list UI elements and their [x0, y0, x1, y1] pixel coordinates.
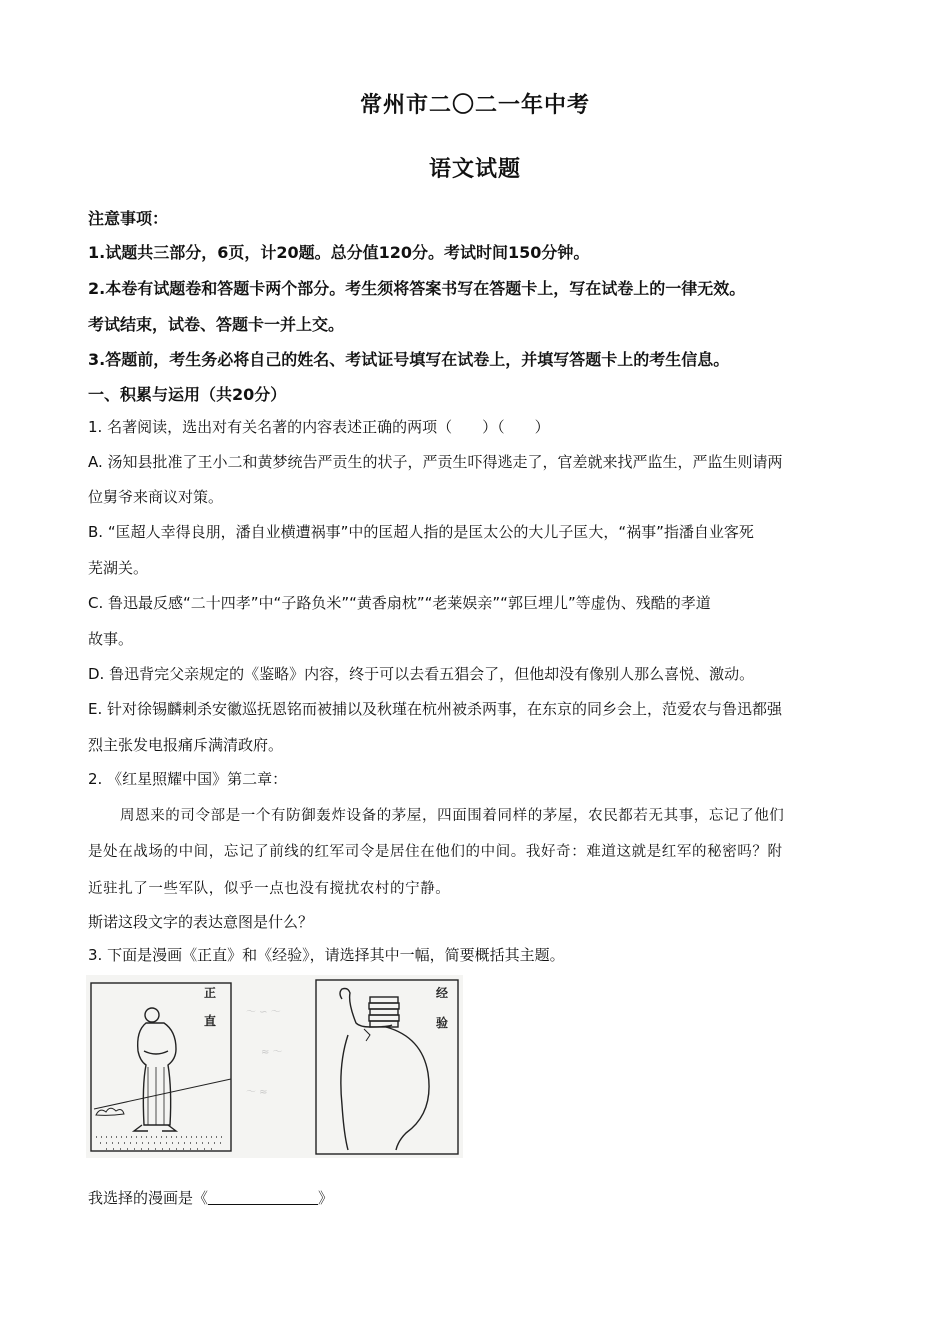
option-c: C. 鲁迅最反感“二十四孝”中“子路负米”“黄香扇枕”“老莱娱亲”“郭巨埋儿”等虚伪、残酷的孝道: [88, 594, 711, 612]
option-b: B. “匡超人幸得良朋，潘自业横遭祸事”中的匡超人指的是匡太公的大儿子匡大，“祸事”指潘自业客死: [88, 523, 754, 541]
question-1-stem: 1. 名著阅读，选出对有关名著的内容表述正确的两项（ ）（ ）: [88, 418, 550, 436]
passage-line-1: 周恩来的司令部是一个有防御轰炸设备的茅屋，四面围着同样的茅屋，农民都若无其事，忘记了他们: [120, 808, 785, 824]
svg-text:≈ ～: ≈ ～: [261, 1047, 283, 1058]
notice-heading: 注意事项：: [88, 209, 169, 228]
svg-text:～ ≈: ～ ≈: [246, 1087, 268, 1098]
question-2-stem: 2. 《红星照耀中国》第二章：: [88, 770, 288, 788]
option-a: A. 汤知县批准了王小二和黄梦统告严贡生的状子，严贡生吓得逃走了，官差就来找严监生，严监生则请两: [88, 453, 783, 471]
question-2-prompt: 斯诺这段文字的表达意图是什么？: [88, 913, 314, 931]
notice-item-3: 3.答题前，考生务必将自己的姓名、考试证号填写在试卷上，并填写答题卡上的考生信息。: [88, 350, 730, 369]
comic-image: [86, 975, 463, 1158]
question-3-stem: 3. 下面是漫画《正直》和《经验》，请选择其中一幅，简要概括其主题。: [88, 946, 565, 964]
option-b-cont: 芜湖关。: [88, 559, 149, 577]
comic-label-right-1: 经: [436, 986, 449, 1000]
answer-line: [88, 1187, 878, 1208]
answer-suffix: 》: [318, 1189, 334, 1207]
svg-text:～ ∽ ～: ～ ∽ ～: [246, 1007, 281, 1018]
notice-item-1: 1.试题共三部分，6页，计20题。总分值120分。考试时间150分钟。: [88, 243, 590, 262]
section-heading: 一、积累与运用（共20分）: [88, 385, 287, 404]
exam-title: 常州市二〇二一年中考: [359, 93, 590, 118]
answer-prefix: 我选择的漫画是《: [88, 1189, 209, 1207]
passage-line-2: 是处在战场的中间，忘记了前线的红军司令是居住在他们的中间。我好奇：难道这就是红军的秘密吗？附: [88, 844, 783, 860]
comic-label-right-2: 验: [436, 1016, 449, 1030]
passage-line-3: 近驻扎了一些军队，似乎一点也没有搅扰农村的宁静。: [88, 881, 451, 897]
option-c-cont: 故事。: [88, 630, 134, 648]
answer-blank[interactable]: [208, 1190, 318, 1205]
exam-subtitle: 语文试题: [428, 157, 521, 182]
option-d: D. 鲁迅背完父亲规定的《鉴略》内容，终于可以去看五猖会了，但他却没有像别人那么喜悦、激动。: [88, 665, 755, 683]
notice-item-2-cont: 考试结束，试卷、答题卡一并上交。: [88, 315, 345, 334]
option-a-cont: 位舅爷来商议对策。: [88, 488, 224, 506]
option-e: E. 针对徐锡麟刺杀安徽巡抚恩铭而被捕以及秋瑾在杭州被杀两事，在东京的同乡会上，范爱农与鲁迅都强: [88, 700, 783, 718]
option-e-cont: 烈主张发电报痛斥满清政府。: [88, 736, 284, 754]
comic-label-left-2: 直: [204, 1014, 217, 1028]
comic-label-left-1: 正: [204, 986, 217, 1000]
notice-item-2: 2.本卷有试题卷和答题卡两个部分。考生须将答案书写在答题卡上，写在试卷上的一律无效。: [88, 279, 746, 298]
